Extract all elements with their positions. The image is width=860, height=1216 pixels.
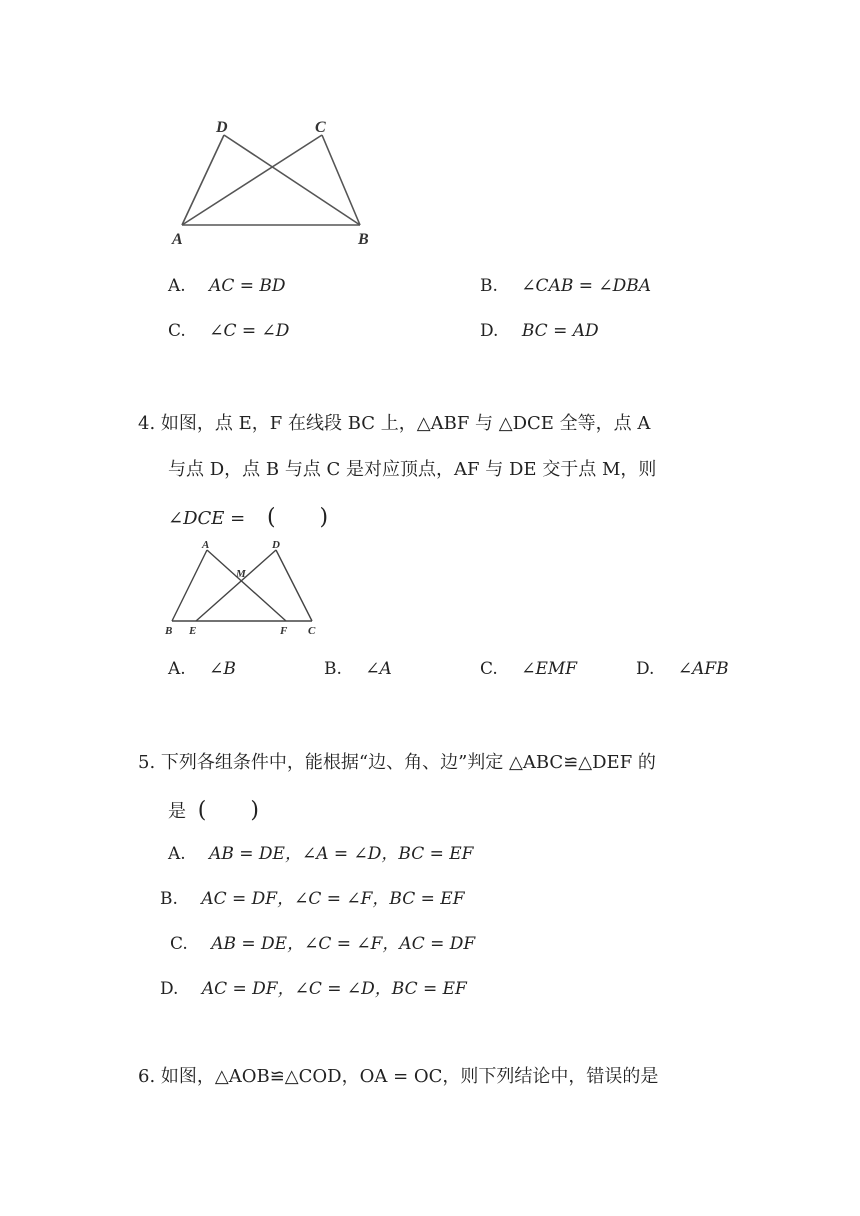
figure-q4 <box>160 536 335 641</box>
q5-option-c[interactable] <box>170 929 475 954</box>
q3-option-c-letter: C. <box>168 321 186 341</box>
q6-text-line-1: 6. 如图，△AOB≌△COD，OA = OC，则下列结论中，错误的是 <box>138 1066 659 1087</box>
q4-option-c-text: ∠EMF <box>521 659 578 679</box>
q5-option-a-text: AB = DE，∠A = ∠D，BC = EF <box>209 844 474 864</box>
q4-label-f: F <box>280 625 288 637</box>
q5-option-a-letter: A. <box>168 844 186 864</box>
q4-option-d[interactable] <box>636 659 729 679</box>
q4-label-b: B <box>165 625 173 637</box>
q3-option-d-text: BC = AD <box>521 321 599 341</box>
figure-q3 <box>160 110 400 250</box>
q3-option-a[interactable] <box>168 276 286 296</box>
q5-option-b-letter: B. <box>160 889 178 909</box>
q4-option-a-text: ∠B <box>209 659 236 679</box>
q4-answer-paren[interactable]: ( ) <box>266 505 329 530</box>
label-a: A <box>172 231 183 248</box>
q3-option-b-text: ∠CAB = ∠DBA <box>521 276 652 296</box>
q4-text-line-2: 与点 D，点 B 与点 C 是对应顶点，AF 与 DE 交于点 M，则 <box>168 459 657 480</box>
q5-option-d-letter: D. <box>160 979 179 999</box>
q5-option-d[interactable] <box>160 974 467 999</box>
q3-option-c[interactable] <box>168 321 289 341</box>
q3-option-a-letter: A. <box>168 276 186 296</box>
q3-option-b[interactable] <box>480 276 651 296</box>
q3-option-b-letter: B. <box>480 276 498 296</box>
q4-option-a-letter: A. <box>168 659 186 679</box>
q4-option-b-text: ∠A <box>365 659 392 679</box>
label-b: B <box>358 231 369 248</box>
q4-option-d-letter: D. <box>636 659 655 679</box>
q4-stem-end: ∠DCE = <box>168 508 246 529</box>
q5-text-line-2 <box>168 793 259 824</box>
q5-option-b[interactable] <box>160 884 465 909</box>
q4-label-m: M <box>236 568 246 580</box>
q5-option-c-letter: C. <box>170 934 188 954</box>
q4-text-line-1: 4. 如图，点 E，F 在线段 BC 上，△ABF 与 △DCE 全等，点 A <box>138 413 651 434</box>
q5-option-b-text: AC = DF，∠C = ∠F，BC = EF <box>201 889 465 909</box>
q4-option-d-text: ∠AFB <box>677 659 729 679</box>
q3-option-d[interactable] <box>480 321 599 341</box>
q4-label-e: E <box>189 625 197 637</box>
q4-text-line-3 <box>168 500 328 531</box>
q4-option-b[interactable] <box>324 659 392 679</box>
q5-option-c-text: AB = DE，∠C = ∠F，AC = DF <box>211 934 476 954</box>
q5-option-d-text: AC = DF，∠C = ∠D，BC = EF <box>201 979 467 999</box>
q5-answer-paren[interactable]: ( ) <box>197 798 259 823</box>
q4-option-c-letter: C. <box>480 659 498 679</box>
q3-option-c-text: ∠C = ∠D <box>209 321 290 341</box>
q4-label-a: A <box>202 539 210 551</box>
q4-label-c: C <box>308 625 316 637</box>
q5-option-a[interactable] <box>168 839 473 864</box>
q5-text-line-1: 5. 下列各组条件中，能根据“边、角、边”判定 △ABC≌△DEF 的 <box>138 752 656 773</box>
label-c: C <box>315 119 326 136</box>
q4-option-b-letter: B. <box>324 659 342 679</box>
q4-label-d: D <box>272 539 280 551</box>
q3-option-a-text: AC = BD <box>209 276 286 296</box>
q4-option-c[interactable] <box>480 659 577 679</box>
q4-option-a[interactable] <box>168 659 236 679</box>
label-d: D <box>216 119 228 136</box>
q5-stem-end: 是 <box>168 801 186 822</box>
q3-option-d-letter: D. <box>480 321 499 341</box>
